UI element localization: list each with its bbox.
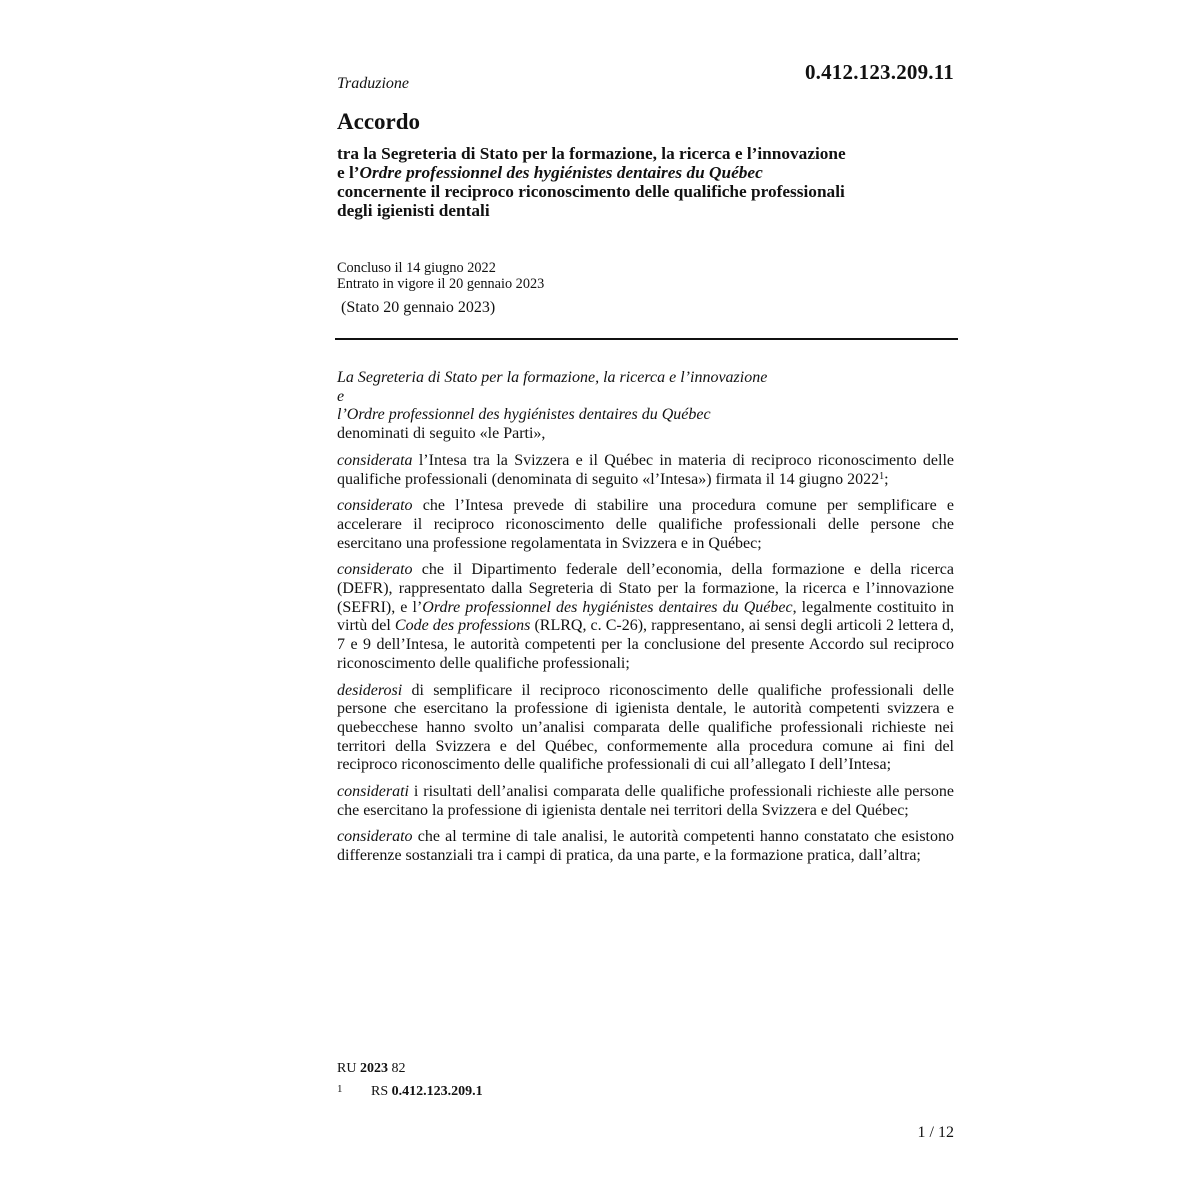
recital-text: l’Intesa tra la Svizzera e il Québec in materia di reciproco riconoscimento delle qualifiche professionali (denominata di seguito «l’Intesa») firmata il 14 giugno 2022	[337, 451, 954, 488]
parties-denomination: denominati di seguito «le Parti»,	[337, 425, 546, 443]
recital-tail: ;	[884, 470, 889, 488]
footnote	[337, 1079, 483, 1102]
recital-italic: Ordre professionnel des hygiénistes dentaires du Québec	[422, 598, 793, 616]
recital-text: i risultati dell’analisi comparata delle qualifiche professionali richieste alle persone che esercitano la professione di igienista dentale nei territori della Svizzera e del Québec;	[337, 783, 954, 819]
ru-reference: RU 2023 82	[337, 1061, 406, 1076]
party-conjunction: e	[337, 387, 345, 405]
recital-lead: considerata	[337, 451, 413, 469]
recital-text: che l’Intesa prevede di stabilire una procedura comune per semplificare e accelerare il reciproco riconoscimento delle qualifiche professionali delle persone che esercitano una professione regolamentata in Svizzera e in Québec;	[337, 497, 954, 552]
recital-lead: considerati	[337, 783, 409, 801]
footnote-link[interactable]: 0.412.123.209.1	[391, 1084, 483, 1099]
page-indicator: 1 / 12	[917, 1124, 954, 1141]
footnote-prefix: RS	[371, 1084, 392, 1099]
party-2: l’Ordre professionnel des hygiénistes dentaires du Québec	[337, 406, 711, 424]
horizontal-rule	[335, 338, 958, 340]
footnote-reference[interactable]: 1	[879, 470, 885, 482]
recital-text: che al termine di tale analisi, le autorità competenti hanno constatato che esistono differenze sostanziali tra i campi di pratica, da una parte, e la formazione pratica, dall’altra;	[337, 828, 954, 865]
subtitle-line	[337, 163, 957, 182]
party-1: La Segreteria di Stato per la formazione, la ricerca e l’innovazione	[337, 369, 768, 386]
subtitle-line: degli igienisti dentali	[337, 201, 490, 220]
concluded-date: Concluso il 14 giugno 2022	[337, 260, 496, 276]
sr-number: 0.412.123.209.11	[804, 60, 954, 84]
recital-text: , legalmente costituito in virtù del	[337, 598, 955, 635]
preamble	[337, 369, 954, 866]
footer-notes	[337, 1059, 483, 1102]
document-title: Accordo	[337, 109, 421, 134]
translation-label: Traduzione	[337, 75, 410, 92]
recital-italic: Code des professions	[394, 617, 531, 635]
ru-year: 2023	[359, 1061, 388, 1076]
date-block	[337, 260, 544, 292]
recital-text: che il Dipartimento federale dell’economia, della formazione e della ricerca (DEFR), rappresentato dalla Segreteria di Stato per la formazione, la ricerca e l’innovazione (SEFRI), e l’	[337, 561, 954, 616]
subtitle-prefix: e l’	[337, 163, 360, 182]
recital	[337, 783, 954, 820]
recital-lead: considerato	[337, 828, 413, 846]
recital-text: (RLRQ, c. C-26), rappresentano, ai sensi degli articoli 2 lettera d, 7 e 9 dell’Intesa, le autorità competenti per la conclusione del presente Accordo sul reciproco riconoscimento delle qualifiche professionali;	[337, 617, 955, 672]
recital	[337, 828, 954, 865]
recital-lead: desiderosi	[337, 681, 403, 699]
footnote-number: 1	[337, 1083, 343, 1095]
recital	[337, 682, 954, 776]
ru-page: 82	[387, 1061, 406, 1076]
recital-lead: considerato	[337, 497, 413, 515]
document-subtitle	[337, 144, 957, 220]
in-force-date: Entrato in vigore il 20 gennaio 2023	[337, 276, 545, 292]
recital	[337, 497, 954, 553]
recital-text: di semplificare il reciproco riconoscimento delle qualifiche professionali delle persone che esercitano la professione di igienista dentale, le autorità competenti svizzera e quebecchese hanno svolto un’analisi comparata delle qualifiche professionali richieste nei territori della Svizzera e del Québec, conformemente alla procedura comune ai fini del reciproco riconoscimento delle qualifiche professionali di cui all’allegato I dell’Intesa;	[337, 681, 954, 774]
parties-block	[337, 369, 954, 444]
recital-lead: considerato	[337, 561, 413, 579]
subtitle-line: concernente il reciproco riconoscimento delle qualifiche professionali	[337, 182, 845, 201]
subtitle-italic-party: Ordre professionnel des hygiénistes dentaires du Québec	[359, 163, 763, 182]
recital	[337, 452, 954, 489]
status-date: (Stato 20 gennaio 2023)	[341, 299, 496, 316]
subtitle-line: tra la Segreteria di Stato per la formazione, la ricerca e l’innovazione	[337, 144, 846, 163]
recital	[337, 561, 954, 673]
